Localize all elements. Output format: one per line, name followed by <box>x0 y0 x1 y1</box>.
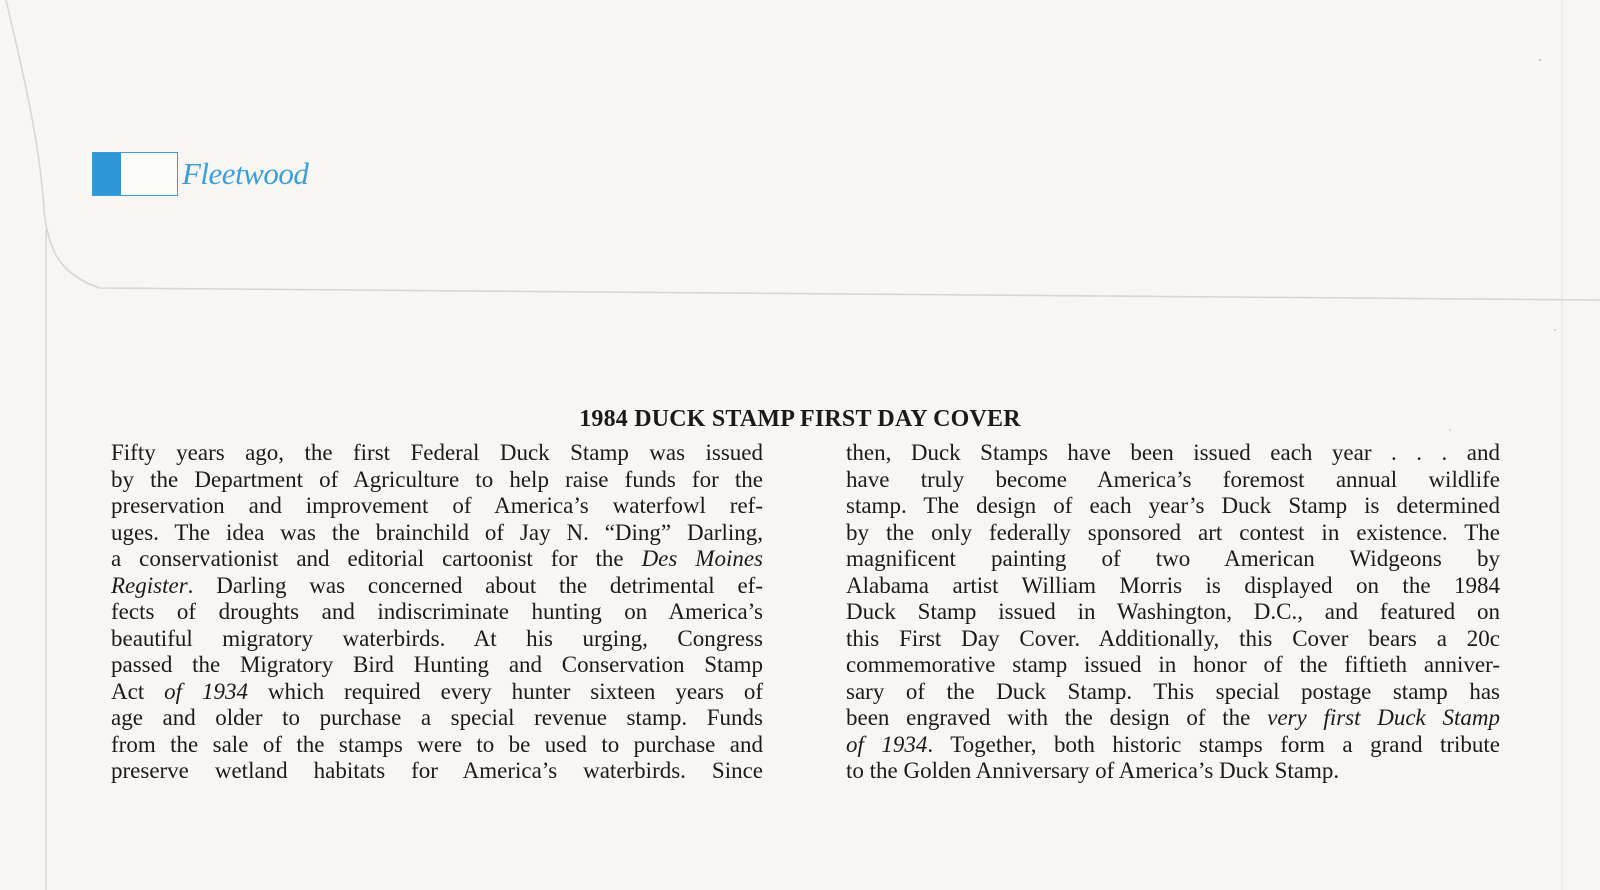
text-line: of 1934. Together, both historic stamps form a grand tribute <box>846 731 1501 757</box>
text-line: then, Duck Stamps have been issued each year . . . and <box>846 440 1500 465</box>
text-line: from the sale of the stamps were to be used to purchase and <box>111 731 763 757</box>
text-line: preserve wetland habitats for America’s waterbirds. Since <box>111 758 763 783</box>
text-line: age and older to purchase a special revenue stamp. Funds <box>111 705 763 730</box>
text-line: beautiful migratory waterbirds. At his urging, Congress <box>111 625 763 651</box>
text-line: Fifty years ago, the first Federal Duck Stamp was issued <box>111 440 763 465</box>
text-line: magnificent painting of two American Widgeons by <box>846 546 1500 571</box>
cover-title: 1984 DUCK STAMP FIRST DAY COVER <box>579 406 1021 432</box>
text-line: been engraved with the design of the very first Duck Stamp <box>846 705 1500 730</box>
text-line: by the only federally sponsored art contest in existence. The <box>846 519 1500 545</box>
left-text-column <box>111 440 763 785</box>
text-line: have truly become America’s foremost annual wildlife <box>846 466 1500 492</box>
text-line: to the Golden Anniversary of America’s Duck Stamp. <box>846 758 1340 783</box>
text-line: fects of droughts and indiscriminate hunting on America’s <box>111 599 763 624</box>
text-line: this First Day Cover. Additionally, this Cover bears a 20c <box>846 625 1500 651</box>
text-line: commemorative stamp issued in honor of the fiftieth anniver- <box>846 652 1500 677</box>
text-line: passed the Migratory Bird Hunting and Conservation Stamp <box>111 652 763 677</box>
text-line: by the Department of Agriculture to help raise funds for the <box>111 466 763 492</box>
text-line: Act of 1934 which required every hunter sixteen years of <box>111 678 763 704</box>
text-line: preservation and improvement of America’s waterfowl ref- <box>111 493 763 518</box>
right-text-column <box>846 440 1500 785</box>
text-line: uges. The idea was the brainchild of Jay N. “Ding” Darling, <box>111 519 763 545</box>
text-line: Register. Darling was concerned about the detrimental ef- <box>111 572 763 598</box>
text-line: sary of the Duck Stamp. This special postage stamp has <box>846 678 1500 704</box>
fleetwood-logo-mark-icon <box>92 152 178 196</box>
fleetwood-logo <box>92 152 308 196</box>
text-line: Alabama artist William Morris is displayed on the 1984 <box>846 572 1500 598</box>
fleetwood-logo-text: Fleetwood <box>182 156 309 191</box>
text-line: Duck Stamp issued in Washington, D.C., and featured on <box>846 599 1500 624</box>
text-line: stamp. The design of each year’s Duck Stamp is determined <box>846 493 1500 518</box>
text-line: a conservationist and editorial cartoonist for the Des Moines <box>111 546 763 571</box>
